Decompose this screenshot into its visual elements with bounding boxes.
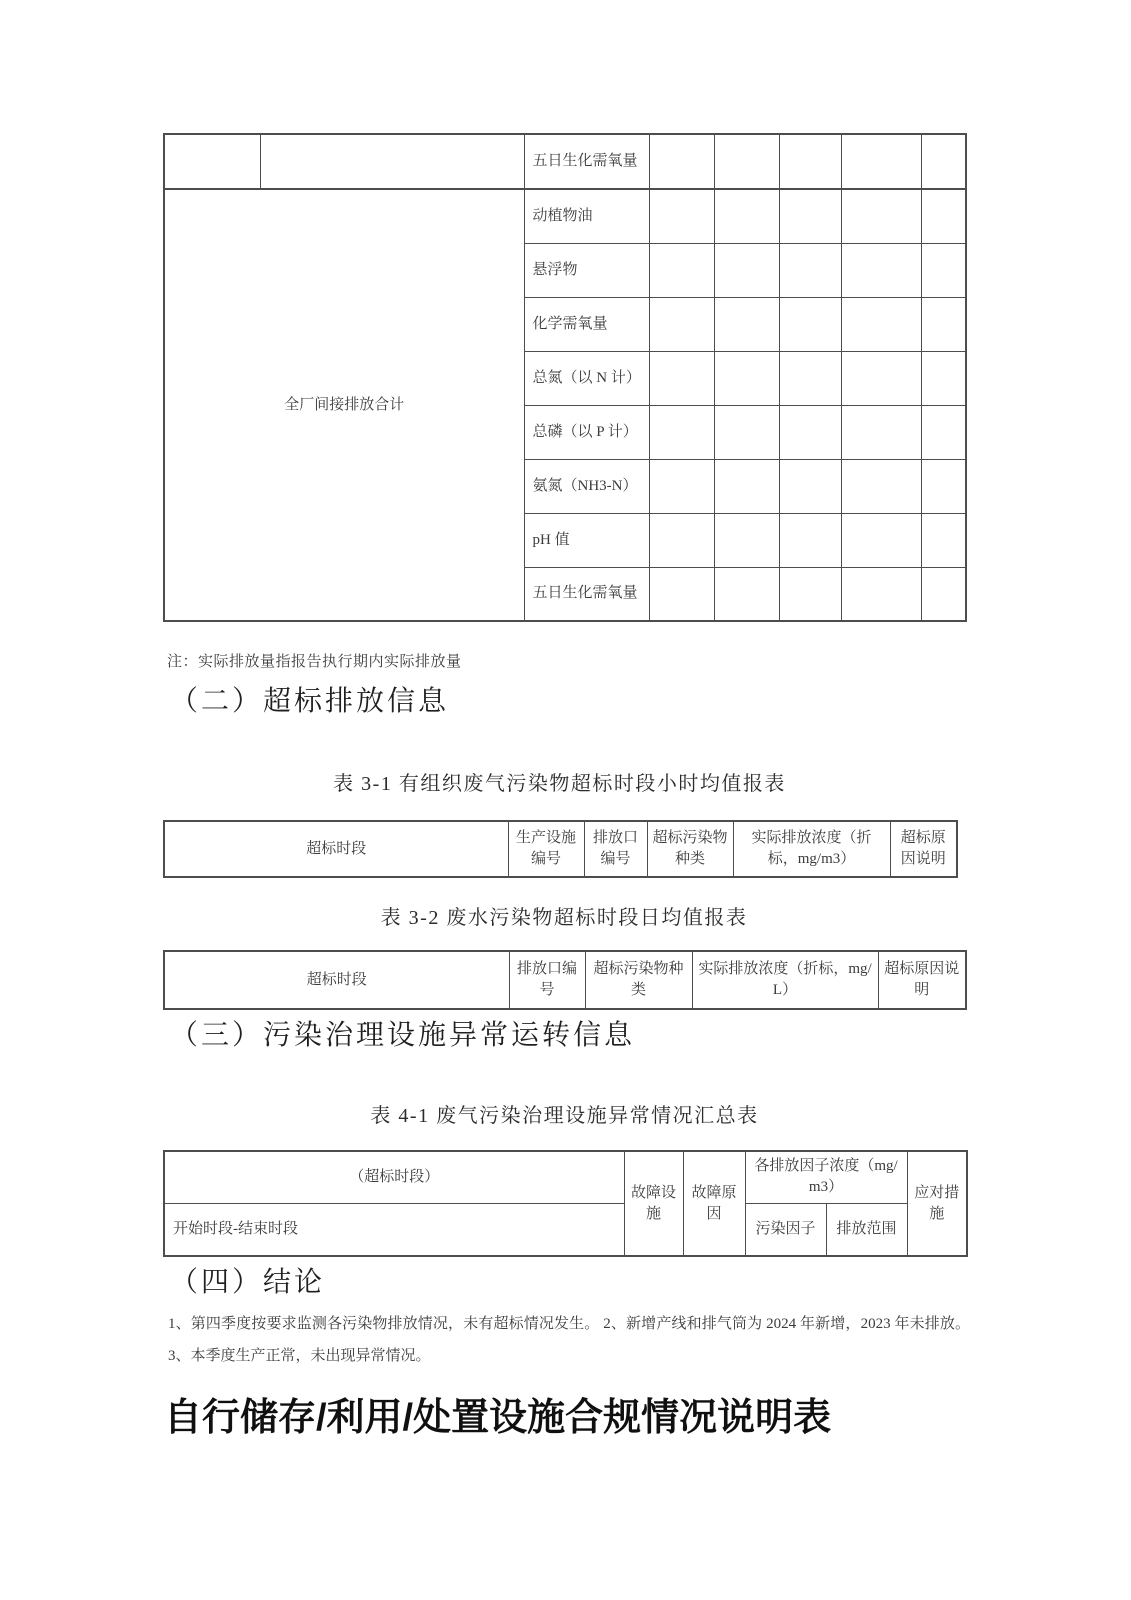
empty-data-cell xyxy=(649,459,714,513)
empty-data-cell xyxy=(921,405,966,459)
column-header: 超标污染物种类 xyxy=(647,821,733,877)
column-header-factor-concentration-group: 各排放因子浓度（mg/m3） xyxy=(745,1151,907,1203)
column-header-pollutant-factor: 污染因子 xyxy=(745,1203,826,1256)
empty-data-cell xyxy=(841,513,921,567)
empty-data-cell xyxy=(921,513,966,567)
empty-data-cell xyxy=(649,351,714,405)
empty-data-cell xyxy=(841,567,921,621)
empty-data-cell xyxy=(921,243,966,297)
empty-data-cell xyxy=(921,297,966,351)
table-3-1-title: 表 3-1 有组织废气污染物超标时段小时均值报表 xyxy=(333,773,786,795)
column-header: 实际排放浓度（折标，mg/m3） xyxy=(733,821,890,877)
empty-data-cell xyxy=(649,189,714,243)
pollutant-name-cell: 悬浮物 xyxy=(524,243,649,297)
empty-data-cell xyxy=(841,243,921,297)
column-header-response-measures: 应对措施 xyxy=(907,1151,967,1256)
empty-data-cell xyxy=(649,243,714,297)
empty-data-cell xyxy=(921,459,966,513)
column-header-start-end-period: 开始时段-结束时段 xyxy=(164,1203,624,1256)
column-header-fault-facility: 故障设施 xyxy=(624,1151,683,1256)
pollutant-name-cell: 五日生化需氧量 xyxy=(524,567,649,621)
pollutant-name-cell: 氨氮（NH3-N） xyxy=(524,459,649,513)
table-4-1-title: 表 4-1 废气污染治理设施异常情况汇总表 xyxy=(370,1105,759,1127)
empty-data-cell xyxy=(779,405,841,459)
table-footnote: 注：实际排放量指报告执行期内实际排放量 xyxy=(167,654,462,670)
empty-data-cell xyxy=(714,351,779,405)
column-header: 排放口编号 xyxy=(584,821,647,877)
empty-data-cell xyxy=(921,351,966,405)
empty-data-cell xyxy=(649,567,714,621)
empty-data-cell xyxy=(714,405,779,459)
column-header: 超标时段 xyxy=(164,951,509,1009)
emission-summary-table xyxy=(163,133,967,622)
bottom-report-title: 自行储存/利用/处置设施合规情况说明表 xyxy=(164,1397,832,1439)
plant-total-indirect-discharge-cell: 全厂间接排放合计 xyxy=(164,189,524,621)
column-header: 生产设施编号 xyxy=(508,821,584,877)
table-4-1-treatment-facility-abnormal xyxy=(163,1150,968,1257)
empty-data-cell xyxy=(779,459,841,513)
section-heading-3: （三）污染治理设施异常运转信息 xyxy=(170,1020,636,1051)
empty-data-cell xyxy=(649,297,714,351)
empty-data-cell xyxy=(921,134,966,189)
section-heading-4: （四）结论 xyxy=(170,1267,326,1298)
empty-data-cell xyxy=(841,405,921,459)
empty-data-cell xyxy=(779,134,841,189)
empty-data-cell xyxy=(714,134,779,189)
empty-data-cell xyxy=(779,243,841,297)
empty-data-cell xyxy=(779,567,841,621)
empty-data-cell xyxy=(841,459,921,513)
pollutant-name-cell: 化学需氧量 xyxy=(524,297,649,351)
conclusion-paragraph: 1、第四季度按要求监测各污染物排放情况，未有超标情况发生。 2、新增产线和排气筒为 2024 年新增，2023 年未排放。 3、本季度生产正常，未出现异常情况。 xyxy=(168,1316,970,1365)
empty-data-cell xyxy=(779,513,841,567)
pollutant-name-cell: 动植物油 xyxy=(524,189,649,243)
column-header: 超标时段 xyxy=(164,821,508,877)
table-3-1-gas-exceedance xyxy=(163,820,958,878)
pollutant-name-cell: 五日生化需氧量 xyxy=(524,134,649,189)
empty-data-cell xyxy=(714,297,779,351)
empty-data-cell xyxy=(649,134,714,189)
column-header-emission-range: 排放范围 xyxy=(826,1203,907,1256)
empty-data-cell xyxy=(649,513,714,567)
empty-data-cell xyxy=(714,189,779,243)
empty-data-cell xyxy=(779,351,841,405)
empty-data-cell xyxy=(714,459,779,513)
table-3-2-title: 表 3-2 废水污染物超标时段日均值报表 xyxy=(380,907,748,929)
empty-data-cell xyxy=(714,513,779,567)
empty-data-cell xyxy=(841,189,921,243)
empty-data-cell xyxy=(841,351,921,405)
empty-data-cell xyxy=(779,297,841,351)
pollutant-name-cell: 总氮（以 N 计） xyxy=(524,351,649,405)
column-header-exceed-period: （超标时段） xyxy=(164,1151,624,1203)
empty-data-cell xyxy=(649,405,714,459)
empty-data-cell xyxy=(714,243,779,297)
empty-cell xyxy=(260,134,524,189)
empty-data-cell xyxy=(779,189,841,243)
column-header: 排放口编号 xyxy=(509,951,585,1009)
column-header: 实际排放浓度（折标，mg/L） xyxy=(692,951,878,1009)
column-header-fault-reason: 故障原因 xyxy=(683,1151,745,1256)
column-header: 超标原因说明 xyxy=(890,821,957,877)
section-heading-2: （二）超标排放信息 xyxy=(170,686,450,717)
empty-data-cell xyxy=(841,134,921,189)
empty-data-cell xyxy=(841,297,921,351)
table-3-2-wastewater-exceedance xyxy=(163,950,967,1010)
pollutant-name-cell: 总磷（以 P 计） xyxy=(524,405,649,459)
pollutant-name-cell: pH 值 xyxy=(524,513,649,567)
column-header: 超标原因说明 xyxy=(878,951,966,1009)
empty-data-cell xyxy=(921,189,966,243)
empty-data-cell xyxy=(921,567,966,621)
empty-cell xyxy=(164,134,260,189)
empty-data-cell xyxy=(714,567,779,621)
column-header: 超标污染物种类 xyxy=(585,951,692,1009)
